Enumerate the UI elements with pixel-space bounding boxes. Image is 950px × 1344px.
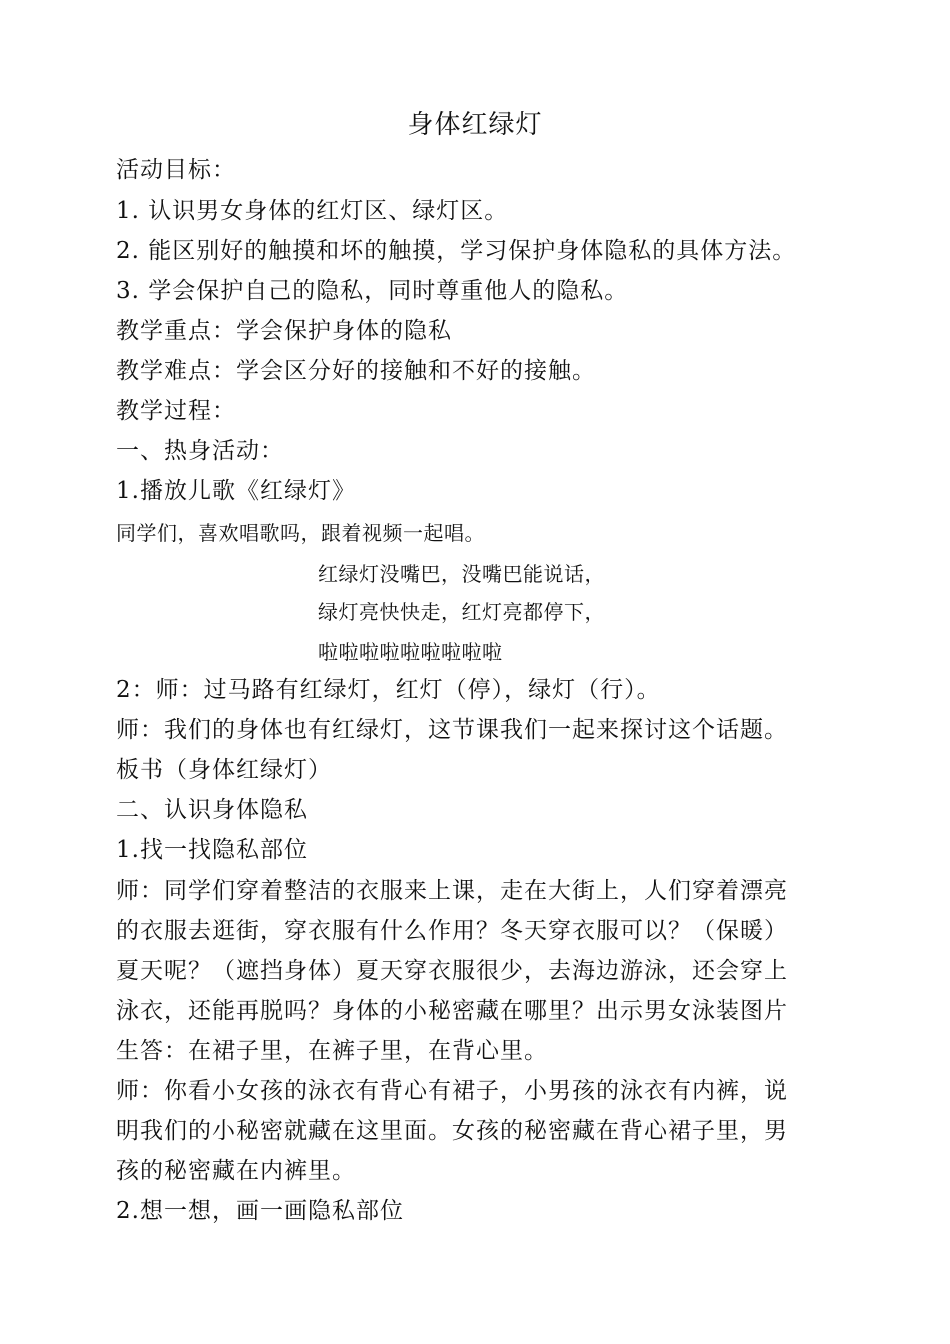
paragraph-sing-along: 同学们，喜欢唱歌吗，跟着视频一起唱。 — [116, 521, 485, 545]
paragraph-clothes-line-1: 师：同学们穿着整洁的衣服来上课，走在大街上，人们穿着漂亮 — [116, 878, 788, 904]
student-answer: 生答：在裙子里，在裤子里，在背心里。 — [116, 1038, 548, 1064]
page-title: 身体红绿灯 — [407, 110, 543, 140]
paragraph-swimsuit-line-1: 师：你看小女孩的泳衣有背心有裙子，小男孩的泳衣有内裤，说 — [116, 1078, 788, 1104]
key-point: 教学重点：学会保护身体的隐私 — [116, 318, 452, 344]
step-draw-private-parts: 2.想一想，画一画隐私部位 — [116, 1198, 404, 1224]
paragraph-swimsuit-line-2: 明我们的小秘密就藏在这里面。女孩的秘密藏在背心裙子里，男 — [116, 1118, 788, 1144]
song-lyric-line-2: 绿灯亮快快走，红灯亮都停下， — [318, 600, 605, 624]
song-lyric-line-3: 啦啦啦啦啦啦啦啦啦 — [318, 640, 503, 664]
section-heading-warmup: 一、热身活动： — [116, 438, 284, 464]
step-find-private-parts: 1.找一找隐私部位 — [116, 837, 308, 863]
paragraph-teacher-traffic: 2：师：过马路有红绿灯，红灯（停），绿灯（行）。 — [116, 677, 661, 703]
section-heading-privacy: 二、认识身体隐私 — [116, 797, 308, 823]
goal-item-2: 2. 能区别好的触摸和坏的触摸，学习保护身体隐私的具体方法。 — [116, 238, 797, 264]
paragraph-clothes-line-2: 的衣服去逛街，穿衣服有什么作用？冬天穿衣服可以？（保暖） — [116, 918, 788, 944]
goal-item-1: 1. 认识男女身体的红灯区、绿灯区。 — [116, 198, 509, 224]
song-lyric-line-1: 红绿灯没嘴巴，没嘴巴能说话， — [318, 562, 605, 586]
goal-item-3: 3. 学会保护自己的隐私，同时尊重他人的隐私。 — [116, 278, 629, 304]
paragraph-teacher-topic: 师：我们的身体也有红绿灯，这节课我们一起来探讨这个话题。 — [116, 717, 788, 743]
paragraph-clothes-line-3: 夏天呢？（遮挡身体）夏天穿衣服很少，去海边游泳，还会穿上 — [116, 958, 788, 984]
section-heading-goals: 活动目标： — [116, 157, 236, 183]
difficult-point: 教学难点：学会区分好的接触和不好的接触。 — [116, 358, 596, 384]
section-heading-process: 教学过程： — [116, 398, 236, 424]
blackboard-note: 板书（身体红绿灯） — [116, 757, 332, 783]
step-play-song: 1.播放儿歌《红绿灯》 — [116, 478, 356, 504]
paragraph-clothes-line-4: 泳衣，还能再脱吗？身体的小秘密藏在哪里？出示男女泳装图片 — [116, 998, 788, 1024]
paragraph-swimsuit-line-3: 孩的秘密藏在内裤里。 — [116, 1158, 356, 1184]
